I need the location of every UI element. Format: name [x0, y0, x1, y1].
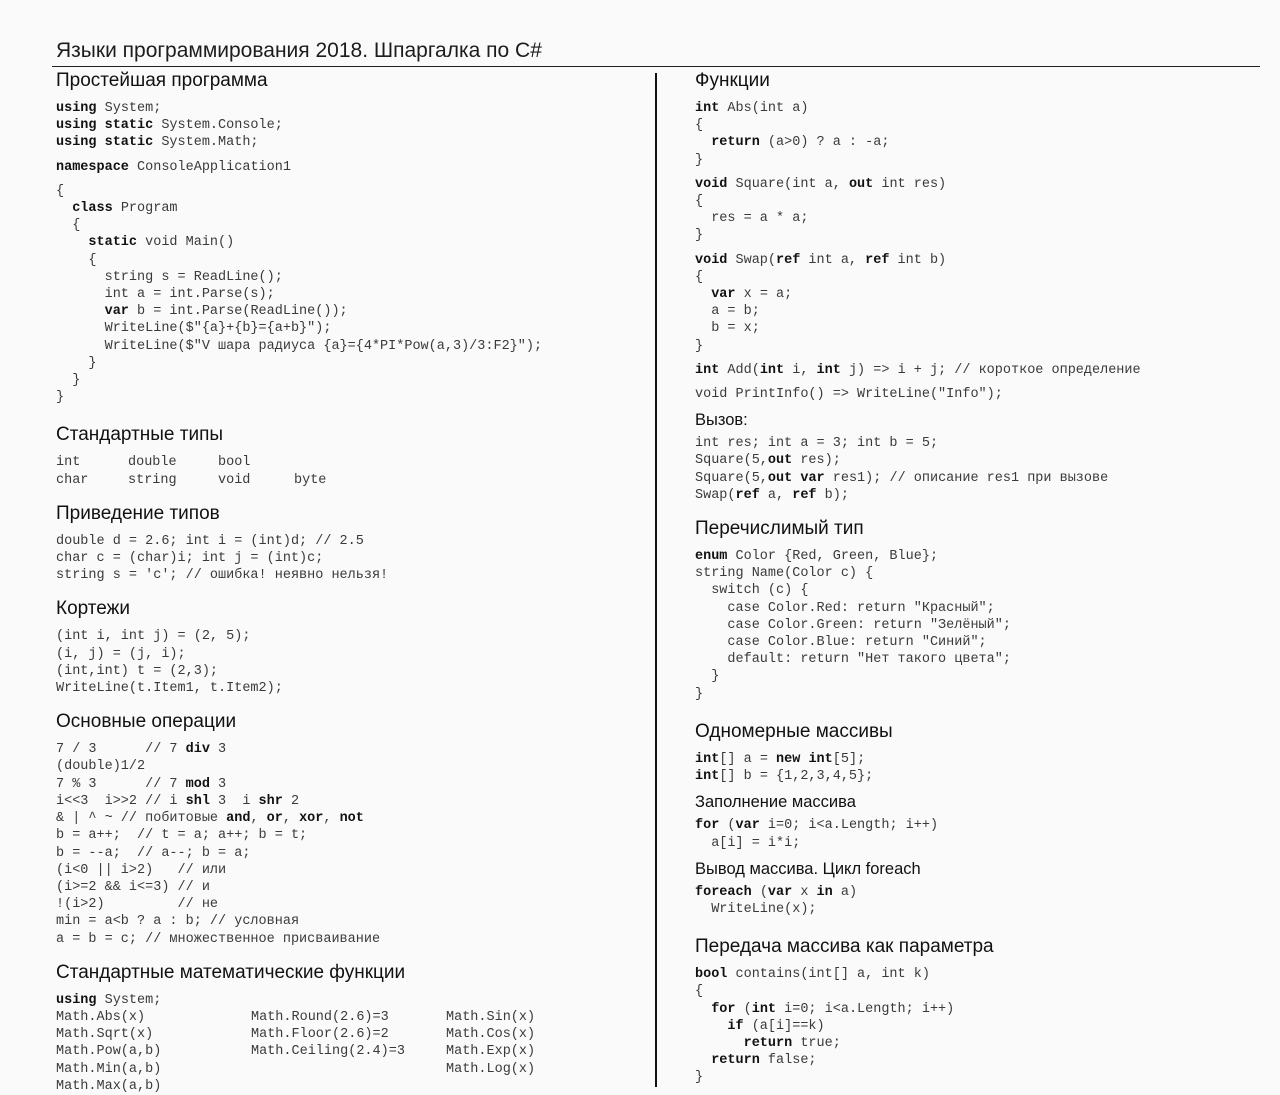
code-namespace: namespace ConsoleApplication1 [56, 159, 291, 175]
code-enum: enum Color {Red, Green, Blue}; string Name(Color c) { switch (c) { case Color.Red: return "Красный"; case Color.Green: return "Зелёный"; case Color.Blue: return "Синий"; default: return "Нет такого цвета"; } } [695, 549, 1011, 702]
types-row: int double bool [56, 455, 251, 471]
code-fill: for (var i=0; i<a.Length; i++) a[i] = i*i; [695, 818, 939, 851]
section-heading-casting: Приведение типов [56, 502, 220, 524]
code-tuples: (int i, int j) = (2, 5); (i, j) = (j, i); (int,int) t = (2,3); WriteLine(t.Item1, t.Item2); [56, 629, 283, 697]
section-heading-functions: Функции [695, 70, 770, 91]
section-heading-math: Стандартные математические функции [56, 961, 406, 983]
code-param: bool contains(int[] a, int k) { for (int i=0; i<a.Length; i++) if (a[i]==k) return true; return false; } [695, 967, 955, 1086]
section-heading-tuples: Кортежи [56, 598, 130, 620]
title-underline [52, 66, 1260, 67]
code-program-body: { class Program { static void Main() { string s = ReadLine(); int a = int.Parse(s); var b = int.Parse(ReadLine()); WriteLine($"{a}+{b}={a+b}"); WriteLine($"V шара радиуса {a}={4*PI*Pow(a,3)/3:F2}"); } } } [56, 183, 543, 406]
section-heading-call: Вызов: [695, 411, 748, 430]
math-col-1: Math.Abs(x) Math.Sqrt(x) Math.Pow(a,b) Math.Min(a,b) Math.Max(a,b) [56, 1009, 162, 1094]
math-functions-table [56, 1009, 535, 1095]
section-heading-types: Стандартные типы [56, 424, 224, 446]
column-divider [655, 73, 657, 1087]
section-heading-fill: Заполнение массива [695, 793, 856, 812]
right-column [695, 69, 1270, 1087]
section-heading-arrays: Одномерные массивы [695, 720, 893, 742]
code-math-using: using System; [56, 992, 162, 1008]
types-table [56, 454, 326, 488]
types-row: char string void byte [56, 472, 327, 488]
page-title: Языки программирования 2018. Шпаргалка по C# [56, 39, 542, 62]
section-heading-enum: Перечислимый тип [695, 518, 864, 540]
code-call: int res; int a = 3; int b = 5; Square(5,out res); Square(5,out var res1); // описание res1 при вызове Swap(ref a, ref b); [695, 436, 1109, 503]
code-foreach: foreach (var x in a) WriteLine(x); [695, 884, 858, 917]
code-func-square: void Square(int a, out int res) { res = a * a; } [695, 176, 947, 244]
code-func-abs: int Abs(int a) { return (a>0) ? a : -a; } [695, 101, 890, 168]
section-heading-operations: Основные операции [56, 711, 237, 733]
code-func-printinfo: void PrintInfo() => WriteLine("Info"); [695, 387, 1003, 403]
code-casting: double d = 2.6; int i = (int)d; // 2.5 char c = (char)i; int j = (int)c; string s = 'c'; // ошибка! неявно нельзя! [56, 533, 389, 584]
code-func-add: int Add(int i, int j) => i + j; // короткое определение [695, 362, 1141, 378]
code-usings: using System; using static System.Console; using static System.Math; [56, 101, 283, 151]
section-heading-param: Передача массива как параметра [695, 936, 994, 958]
code-func-swap: void Swap(ref int a, ref int b) { var x = a; a = b; b = x; } [695, 252, 947, 354]
section-heading-simple-program: Простейшая программа [56, 70, 268, 91]
math-col-2: Math.Round(2.6)=3 Math.Floor(2.6)=2 Math.Ceiling(2.4)=3 [251, 1009, 405, 1060]
code-operations: 7 / 3 // 7 div 3 (double)1/2 7 % 3 // 7 mod 3 i<<3 i>>2 // i shl 3 i shr 2 & | ^ ~ // побитовые and, or, xor, not b = a++; // t = a; a++; b = t; b = --a; // a--; b = a; (i<0 || i>2) // или (i>=2 && i<=3) // и !(i>2) // не min = a<b ? a : b; // условная a = b = c; // множественное присваивание [56, 742, 381, 947]
section-heading-foreach: Вывод массива. Цикл foreach [695, 859, 921, 878]
left-column [56, 69, 646, 1095]
math-col-3: Math.Sin(x) Math.Cos(x) Math.Exp(x) Math.Log(x) [446, 1009, 536, 1077]
code-arrays: int[] a = new int[5]; int[] b = {1,2,3,4,5}; [695, 751, 874, 785]
